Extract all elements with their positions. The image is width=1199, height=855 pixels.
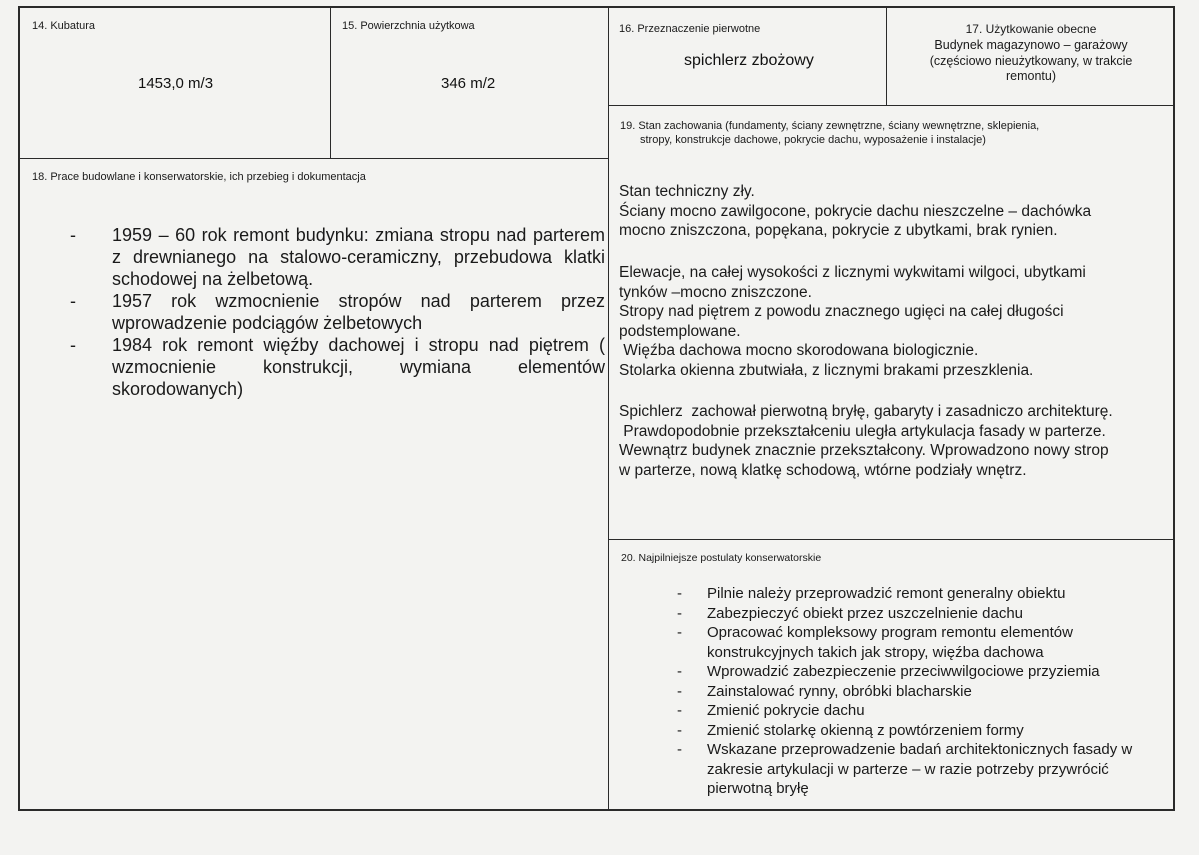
postulat-item: - Zainstalować rynny, obróbki blacharskie	[707, 682, 1169, 702]
postulat-item: - Zmienić stolarkę okienną z powtórzeniem formy	[707, 721, 1169, 741]
prace-item: - 1957 rok wzmocnienie stropów nad parterem przez wprowadzenie podciągów żelbetowych	[90, 290, 605, 334]
postulat-item: - Zabezpieczyć obiekt przez uszczelnienie dachu	[707, 604, 1169, 624]
kubatura-value: 1453,0 m/3	[138, 75, 214, 92]
uzytkowanie-label: 17. Użytkowanie obecne	[965, 22, 1097, 36]
uzytkowanie-value	[887, 38, 1175, 85]
stan-line: Stropy nad piętrem z powodu znacznego ugięci na całej długości	[619, 303, 1064, 320]
stan-label	[620, 119, 1039, 147]
stan-block-2	[619, 263, 1169, 380]
przeznaczenie-label: 16. Przeznaczenie pierwotne	[619, 23, 761, 35]
stan-label-line: stropy, konstrukcje dachowe, pokrycie dachu, wyposażenie i instalacje)	[640, 134, 986, 146]
stan-line: Wewnątrz budynek znacznie przekształcony. Wprowadzono nowy strop	[619, 442, 1109, 459]
prace-item: - 1959 – 60 rok remont budynku: zmiana stropu nad parterem z drewnianego na stalowo-ceramiczny, przebudowa klatki schodowej na żelbetową.	[90, 224, 605, 290]
uzytkowanie-value-line: Budynek magazynowo – garażowy	[934, 38, 1128, 52]
prace-item: - 1984 rok remont więźby dachowej i stropu nad piętrem ( wzmocnienie konstrukcji, wymiana elementów skorodowanych)	[90, 334, 605, 400]
stan-block-3	[619, 402, 1171, 480]
postulaty-list	[707, 584, 1169, 799]
stan-line: Więźba dachowa mocno skorodowana biologicznie.	[619, 342, 979, 359]
postulaty-label: 20. Najpilniejsze postulaty konserwatorskie	[621, 552, 822, 564]
przeznaczenie-value: spichlerz zbożowy	[684, 52, 814, 69]
stan-line: tynków –mocno zniszczone.	[619, 283, 812, 301]
conservation-form	[18, 6, 1175, 811]
powierzchnia-label: 15. Powierzchnia użytkowa	[342, 20, 475, 32]
kubatura-cell	[20, 8, 330, 158]
stan-line: w parterze, nową klatkę schodową, wtórne podziały wnętrz.	[619, 461, 1027, 479]
powierzchnia-cell	[331, 8, 608, 158]
postulat-item: - Wskazane przeprowadzenie badań architektonicznych fasady w zakresie artykulacji w parterze – w razie potrzeby przywrócić pierwotną bryłę	[707, 740, 1169, 799]
postulat-item: - Zmienić pokrycie dachu	[707, 701, 1169, 721]
prace-list	[90, 224, 605, 400]
stan-line: Ściany mocno zawilgocone, pokrycie dachu nieszczelne – dachówka	[619, 202, 1092, 220]
postulat-item: - Pilnie należy przeprowadzić remont generalny obiektu	[707, 584, 1169, 604]
uzytkowanie-cell	[887, 8, 1175, 105]
stan-cell	[609, 106, 1175, 539]
stan-line: Stan techniczny zły.	[619, 183, 755, 200]
postulaty-cell	[609, 540, 1175, 811]
uzytkowanie-value-line: remontu)	[1005, 69, 1057, 83]
postulat-item: - Wprowadzić zabezpieczenie przeciwwilgociowe przyziemia	[707, 662, 1169, 682]
stan-label-line: 19. Stan zachowania (fundamenty, ściany zewnętrzne, ściany wewnętrzne, sklepienia,	[620, 120, 1040, 132]
kubatura-label: 14. Kubatura	[32, 20, 95, 32]
stan-line: Prawdopodobnie przekształceniu uległa artykulacja fasady w parterze.	[619, 422, 1106, 440]
prace-cell	[20, 159, 608, 811]
stan-line: Stolarka okienna zbutwiała, z licznymi brakami przeszklenia.	[619, 361, 1034, 379]
stan-line: mocno zniszczona, popękana, pokrycie z ubytkami, brak rynien.	[619, 222, 1058, 239]
prace-label: 18. Prace budowlane i konserwatorskie, ich przebieg i dokumentacja	[32, 171, 366, 183]
powierzchnia-value: 346 m/2	[441, 75, 496, 92]
stan-block-1	[619, 182, 1169, 241]
postulat-item: - Opracować kompleksowy program remontu elementów konstrukcyjnych takich jak stropy, więźba dachowa	[707, 623, 1169, 662]
przeznaczenie-cell	[609, 8, 886, 105]
stan-line: Elewacje, na całej wysokości z licznymi wykwitami wilgoci, ubytkami	[619, 264, 1086, 281]
stan-line: Spichlerz zachował pierwotną bryłę, gabaryty i zasadniczo architekturę.	[619, 403, 1113, 420]
stan-line: podstemplowane.	[619, 322, 741, 340]
uzytkowanie-value-line: (częściowo nieużytkowany, w trakcie	[929, 53, 1133, 68]
